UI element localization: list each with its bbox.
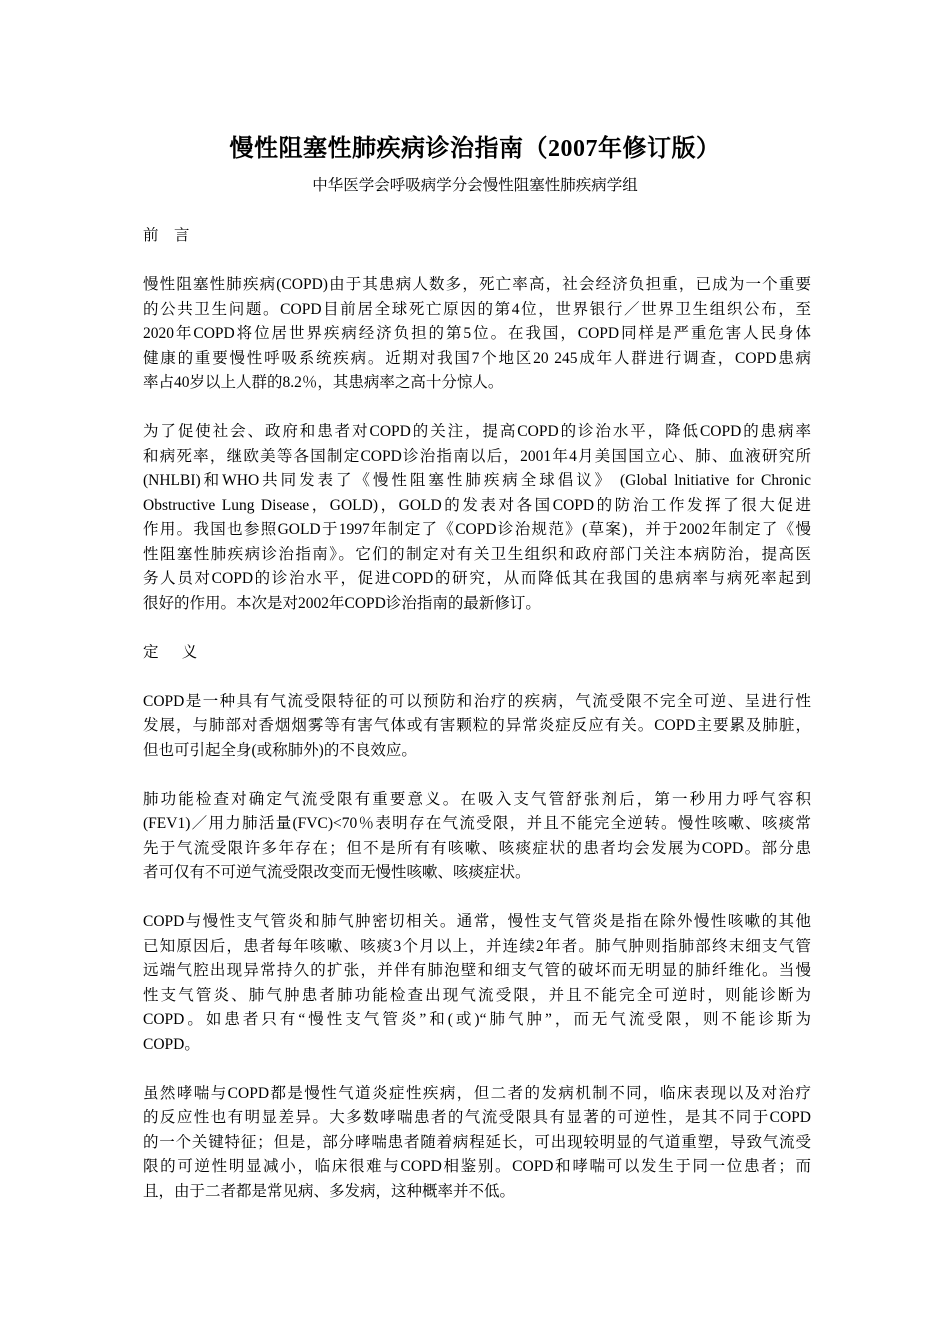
section-heading-preface: 前 言 <box>143 227 190 244</box>
text-line: 性支气管炎、肺气肿患者肺功能检查出现气流受限，并且不能完全可逆时，则能诊断为 <box>143 986 811 1004</box>
text-line: 务人员对COPD的诊治水平，促进COPD的研究，从而降低其在我国的患病率与病死率起到 <box>143 570 811 587</box>
text-line: 者可仅有不可逆气流受限改变而无慢性咳嗽、咳痰症状。 <box>143 864 531 881</box>
text-line: 很好的作用。本次是对2002年COPD诊治指南的最新修订。 <box>143 594 541 612</box>
document-body <box>143 224 811 1229</box>
text-line: 但也可引起全身(或称肺外)的不良效应。 <box>143 741 417 759</box>
section-heading-definition: 定 义 <box>143 643 198 661</box>
text-line: (FEV1)／用力肺活量(FVC)<70％表明存在气流受限，并且不能完全逆转。慢性咳嗽、咳痰常 <box>143 815 811 832</box>
text-line: 性阻塞性肺疾病诊治指南》。它们的制定对有关卫生组织和政府部门关注本病防治，提高医 <box>143 545 811 563</box>
text-line: COPD。如患者只有“慢性支气管炎”和(或)“肺气肿”，而无气流受限，则不能诊斯为 <box>143 1011 811 1028</box>
text-line: 限的可逆性明显减小，临床很难与COPD相鉴别。COPD和哮喘可以发生于同一位患者；而 <box>143 1158 811 1175</box>
text-line: COPD与慢性支气管炎和肺气肿密切相关。通常，慢性支气管炎是指在除外慢性咳嗽的其他 <box>143 913 811 930</box>
document-subtitle: 中华医学会呼吸病学分会慢性阻塞性肺疾病学组 <box>312 177 638 194</box>
text-line: COPD是一种具有气流受限特征的可以预防和治疗的疾病，气流受限不完全可逆、呈进行性 <box>143 692 811 710</box>
text-line: 慢性阻塞性肺疾病(COPD)由于其患病人数多，死亡率高，社会经济负担重，已成为一个重要 <box>143 276 811 293</box>
paragraph <box>143 1082 811 1205</box>
paragraph <box>143 788 811 886</box>
text-line: 已知原因后，患者每年咳嗽、咳痰3个月以上，并连续2年者。肺气肿则指肺部终末细支气管 <box>143 937 811 955</box>
text-line: Obstructive Lung Disease，GOLD)，GOLD的发表对各国COPD的防治工作发挥了很大促进 <box>143 496 811 514</box>
text-line: 远端气腔出现异常持久的扩张，并伴有肺泡壁和细支气管的破坏而无明显的肺纤维化。当慢 <box>143 962 811 979</box>
text-line: 且，由于二者都是常见病、多发病，这种概率并不低。 <box>143 1182 516 1200</box>
text-line: 作用。我国也参照GOLD于1997年制定了《COPD诊治规范》(草案)，并于2002年制定了《慢 <box>143 521 811 538</box>
text-line: 肺功能检查对确定气流受限有重要意义。在吸入支气管舒张剂后，第一秒用力呼气容积 <box>143 790 811 808</box>
text-line: 和病死率，继欧美等各国制定COPD诊治指南以后，2001年4月美国国立心、肺、血液研究所 <box>143 447 811 465</box>
text-line: 为了促使社会、政府和患者对COPD的关注，提高COPD的诊治水平，降低COPD的患病率 <box>143 423 811 440</box>
text-line: 虽然哮喘与COPD都是慢性气道炎症性疾病，但二者的发病机制不同，临床表现以及对治疗 <box>143 1084 811 1102</box>
text-line: COPD。 <box>143 1035 200 1053</box>
paragraph <box>143 910 811 1057</box>
text-line: 率占40岁以上人群的8.2％，其患病率之高十分惊人。 <box>143 374 504 391</box>
paragraph <box>143 273 811 396</box>
text-line: 健康的重要慢性呼吸系统疾病。近期对我国7个地区20 245成年人群进行调查，COPD患病 <box>143 349 811 367</box>
text-line: 的一个关键特征；但是，部分哮喘患者随着病程延长，可出现较明显的气道重塑，导致气流受 <box>143 1133 811 1151</box>
text-line: 先于气流受限许多年存在；但不是所有有咳嗽、咳痰症状的患者均会发展为COPD。部分患 <box>143 839 811 857</box>
text-line: 的反应性也有明显差异。大多数哮喘患者的气流受限具有显著的可逆性，是其不同于COPD <box>143 1109 811 1126</box>
text-line: 2020年COPD将位居世界疾病经济负担的第5位。在我国，COPD同样是严重危害人民身体 <box>143 325 811 342</box>
text-line: (NHLBI)和WHO共同发表了《慢性阻塞性肺疾病全球倡议》 (Global lnitiative for Chronic <box>143 472 811 489</box>
document-title: 慢性阻塞性肺疾病诊治指南（2007年修订版） <box>229 136 721 162</box>
paragraph <box>143 420 811 616</box>
paragraph <box>143 690 811 764</box>
text-line: 发展，与肺部对香烟烟雾等有害气体或有害颗粒的异常炎症反应有关。COPD主要累及肺脏， <box>143 717 811 734</box>
text-line: 的公共卫生问题。COPD目前居全球死亡原因的第4位，世界银行／世界卫生组织公布，至 <box>143 300 811 318</box>
